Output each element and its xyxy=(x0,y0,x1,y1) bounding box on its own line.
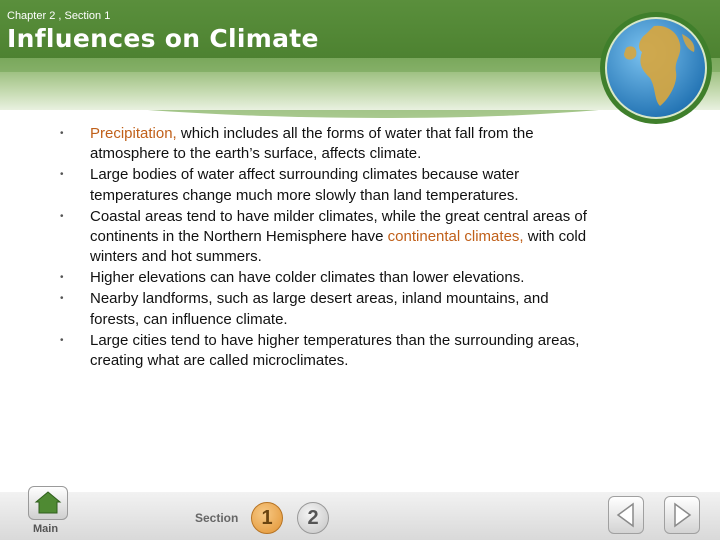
bullet-text: Large cities tend to have higher temperatures than the surrounding areas, creating what are called microclimates. xyxy=(90,331,580,369)
main-label[interactable]: Main xyxy=(33,523,59,535)
bullet-text: Coastal areas tend to have milder climates, while the great central areas of continents in the Northern Hemisphere have xyxy=(90,207,587,246)
triangle-left-icon xyxy=(609,497,643,533)
bullet-item xyxy=(60,124,600,165)
triangle-right-icon xyxy=(665,497,699,533)
bullet-item xyxy=(60,207,600,268)
highlight-term: Precipitation, xyxy=(90,125,177,142)
bullet-item xyxy=(60,165,600,206)
section-2-button[interactable]: 2 xyxy=(297,502,329,534)
next-slide-button[interactable] xyxy=(664,496,700,534)
main-button[interactable] xyxy=(28,486,68,520)
section-1-button[interactable]: 1 xyxy=(251,502,283,534)
bullet-item xyxy=(60,289,600,330)
bullet-text: Large bodies of water affect surrounding climates because water temperatures change much more slowly than land temperatures. xyxy=(90,166,520,204)
logo-text: PRENTICE HALL xyxy=(612,113,706,145)
section-label: Section xyxy=(195,511,239,525)
bullet-marker: • xyxy=(60,272,64,284)
bullet-marker: • xyxy=(60,210,64,222)
bullet-list xyxy=(60,124,600,372)
bullet-marker: • xyxy=(60,334,64,346)
bullet-item xyxy=(60,268,600,288)
bullet-item xyxy=(60,331,600,372)
bullet-text: Higher elevations can have colder climates than lower elevations. xyxy=(90,269,525,287)
previous-slide-button[interactable] xyxy=(608,496,644,534)
prentice-hall-logo xyxy=(596,8,720,158)
bullet-marker: • xyxy=(60,169,64,181)
bullet-text: with cold winters and hot summers. xyxy=(90,228,587,266)
chapter-section-label: Chapter 2 , Section 1 xyxy=(7,10,111,22)
bullet-text: which includes all the forms of water that fall from the atmosphere to the earth’s surface, affects climate. xyxy=(90,125,534,163)
bullet-marker: • xyxy=(60,128,64,139)
slide-title: Influences on Climate xyxy=(7,24,319,53)
bullet-marker: • xyxy=(60,293,64,305)
highlight-term: continental climates, xyxy=(387,228,524,246)
bullet-text: Nearby landforms, such as large desert areas, inland mountains, and forests, can influence climate. xyxy=(90,290,549,328)
home-icon xyxy=(29,487,67,519)
